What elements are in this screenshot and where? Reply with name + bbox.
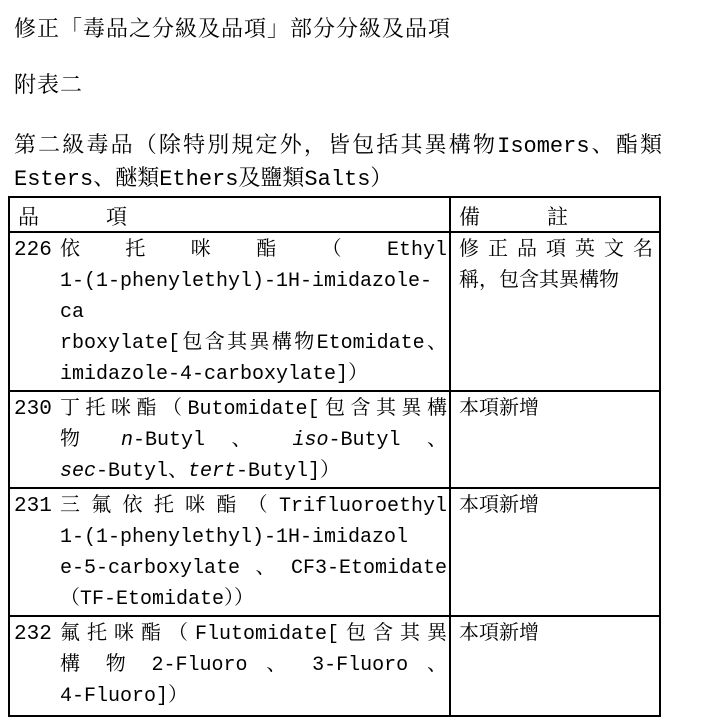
item-cell <box>9 488 450 616</box>
text-line: 構 物 2-Fluoro 、 3-Fluoro 、 <box>60 654 447 677</box>
table-row <box>9 391 660 488</box>
remark-text <box>459 394 653 425</box>
text-line: 4-Fluoro]） <box>60 685 189 708</box>
item-column-header: 品 項 <box>9 197 450 232</box>
row-number: 232 <box>14 623 52 646</box>
text-line: 三氟依托咪酯（Trifluoroethyl <box>60 495 447 518</box>
text-line: 修正品項英文名 <box>459 239 653 262</box>
item-text <box>60 235 447 390</box>
text-line: 第二級毒品（除特別規定外，皆包括其異構物Isomers、酯類 <box>14 134 662 159</box>
text-line: e-5-carboxylate、CF3-Etomidate <box>60 557 447 580</box>
text-line: 本項新增 <box>459 623 539 646</box>
document-title: 修正「毒品之分級及品項」部分分級及品項 <box>14 18 452 43</box>
text-line: 氟托咪酯（Flutomidate[包含其異 <box>60 623 447 646</box>
text-line: 本項新增 <box>459 398 539 421</box>
remark-text <box>459 235 653 297</box>
revision-table-body <box>9 232 660 716</box>
item-text <box>60 491 447 615</box>
text-line: 依托咪酯（Ethyl <box>60 239 447 262</box>
table-row <box>9 232 660 391</box>
remark-text <box>459 619 653 650</box>
remark-column-header: 備 註 <box>450 197 660 232</box>
item-text <box>60 619 447 712</box>
table-row <box>9 616 660 716</box>
row-number: 230 <box>14 398 52 421</box>
item-cell <box>9 232 450 391</box>
remark-text <box>459 491 653 522</box>
text-line: 1-(1-phenylethyl)-1H-imidazole-ca <box>60 270 433 324</box>
text-line: sec-Butyl、tert-Butyl]） <box>60 460 341 483</box>
table-row <box>9 488 660 616</box>
remark-cell <box>450 232 660 391</box>
remark-cell <box>450 391 660 488</box>
text-line: 1-(1-phenylethyl)-1H-imidazol <box>60 526 409 549</box>
row-number: 226 <box>14 239 52 262</box>
text-line: rboxylate[包含其異構物Etomidate、 <box>60 332 447 355</box>
row-number: 231 <box>14 495 52 518</box>
text-line: 丁托咪酯（Butomidate[包含其異構 <box>60 398 447 421</box>
item-text <box>60 394 447 487</box>
remark-cell <box>450 616 660 716</box>
text-line: Esters、醚類Ethers及鹽類Salts） <box>14 167 393 192</box>
table-header-row <box>9 197 660 232</box>
text-line: 稱，包含其異構物 <box>459 270 619 293</box>
intro-text <box>14 130 662 196</box>
text-line: imidazole-4-carboxylate]） <box>60 363 369 386</box>
text-line: 本項新增 <box>459 495 539 518</box>
revision-table <box>8 196 661 717</box>
remark-cell <box>450 488 660 616</box>
text-line: 物 n-Butyl 、 iso-Butyl 、 <box>60 429 448 452</box>
attachment-label: 附表二 <box>14 74 84 99</box>
item-cell <box>9 391 450 488</box>
text-line: （TF-Etomidate）） <box>60 588 255 611</box>
item-cell <box>9 616 450 716</box>
